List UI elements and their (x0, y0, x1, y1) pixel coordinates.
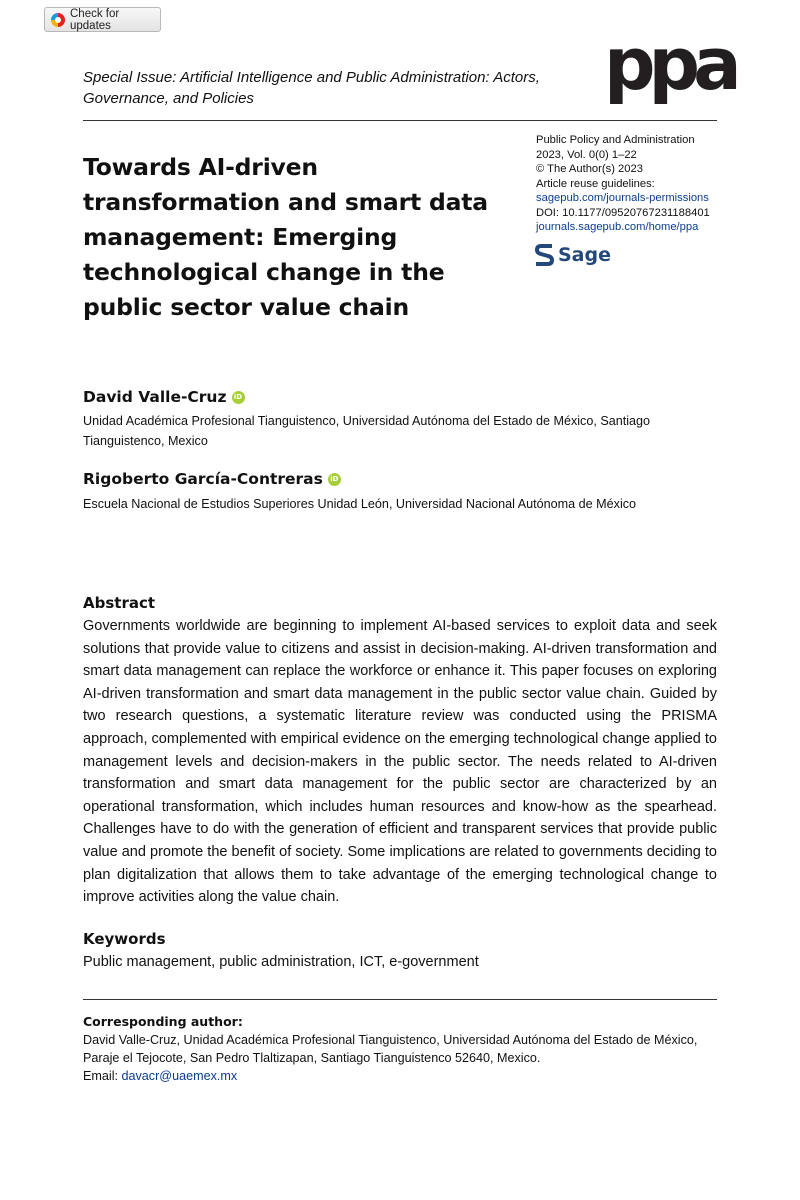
journal-logo (604, 22, 735, 132)
abstract-heading: Abstract (83, 594, 156, 612)
author-2-affiliation: Escuela Nacional de Estudios Superiores Unidad León, Universidad Nacional Autónoma de México (83, 497, 637, 511)
article-title: Towards AI-driven transformation and smart data management: Emerging technological change in the public sector value chain (83, 153, 488, 321)
email-link[interactable]: davacr@uaemex.mx (121, 1069, 238, 1083)
crossmark-icon (51, 13, 65, 27)
journal-home-link[interactable]: journals.sagepub.com/home/ppa (536, 221, 699, 233)
corresponding-author-text: David Valle-Cruz, Unidad Académica Profesional Tianguistenco, Universidad Autónoma del Estado de México, Paraje el Tejocote, San Pedro Tlaltizapan, Santiago Tianguistenco 52640, Mexico. (83, 1033, 698, 1065)
reuse-permissions-link[interactable]: sagepub.com/journals-permissions (536, 192, 709, 204)
sage-s-icon (536, 243, 553, 267)
journal-meta (536, 133, 736, 235)
author-2-name: Rigoberto García-Contreras (83, 470, 323, 488)
journal-volume: 2023, Vol. 0(0) 1–22 (536, 148, 637, 161)
reuse-guidelines-label: Article reuse guidelines: (536, 177, 655, 190)
special-issue-label: Special Issue: Artificial Intelligence and Public Administration: Actors, Governance, and Policies (83, 69, 540, 107)
author-1-affiliation: Unidad Académica Profesional Tianguistenco, Universidad Autónoma del Estado de México, Santiago Tianguistenco, Mexico (83, 414, 651, 448)
check-for-updates-label: Check for updates (70, 7, 120, 32)
corresponding-author-heading: Corresponding author: (83, 1014, 243, 1029)
orcid-icon[interactable]: iD (232, 391, 245, 404)
author-name (83, 470, 341, 488)
journal-logo-text: ppa (604, 22, 735, 106)
journal-name: Public Policy and Administration (536, 134, 695, 146)
orcid-icon[interactable]: iD (328, 473, 341, 486)
email-line (83, 1067, 237, 1085)
keywords-heading: Keywords (83, 930, 166, 948)
journal-copyright: © The Author(s) 2023 (536, 163, 643, 175)
footer-divider (83, 999, 717, 1000)
author-name (83, 388, 245, 406)
sage-logo-text: Sage (558, 244, 611, 266)
email-label: Email: (83, 1069, 118, 1083)
abstract-text: Governments worldwide are beginning to implement AI-based services to exploit data and seek solutions that provide value to citizens and assist in decision-making. AI-driven transformation and smart data management can replace the workforce or enhance it. This paper focuses on exploring AI-driven transformation and smart data management in the public sector value chain. Guided by two research questions, a systematic literature review was conducted using the PRISMA approach, complemented with empirical evidence on the emerging technological change applied to management levels and decision-makers in the public sector. The needs related to AI-driven transformation and smart data management for the public sector are characterized by an operational transformation, which includes human resources and know-how as the spearhead. Challenges have to do with the generation of efficient and transparent services that provide public value and promote the benefit of society. Some implications are related to governments deciding to plan digitalization that allows them to take advantage of the emerging technological change to improve activities along the value chain. (83, 618, 717, 906)
article-doi: DOI: 10.1177/09520767231188401 (536, 206, 710, 219)
keywords-text: Public management, public administration, ICT, e-government (83, 954, 479, 970)
sage-logo (536, 242, 611, 268)
check-for-updates-button[interactable] (44, 7, 161, 32)
header-divider (83, 120, 717, 121)
author-1-name: David Valle-Cruz (83, 388, 227, 406)
